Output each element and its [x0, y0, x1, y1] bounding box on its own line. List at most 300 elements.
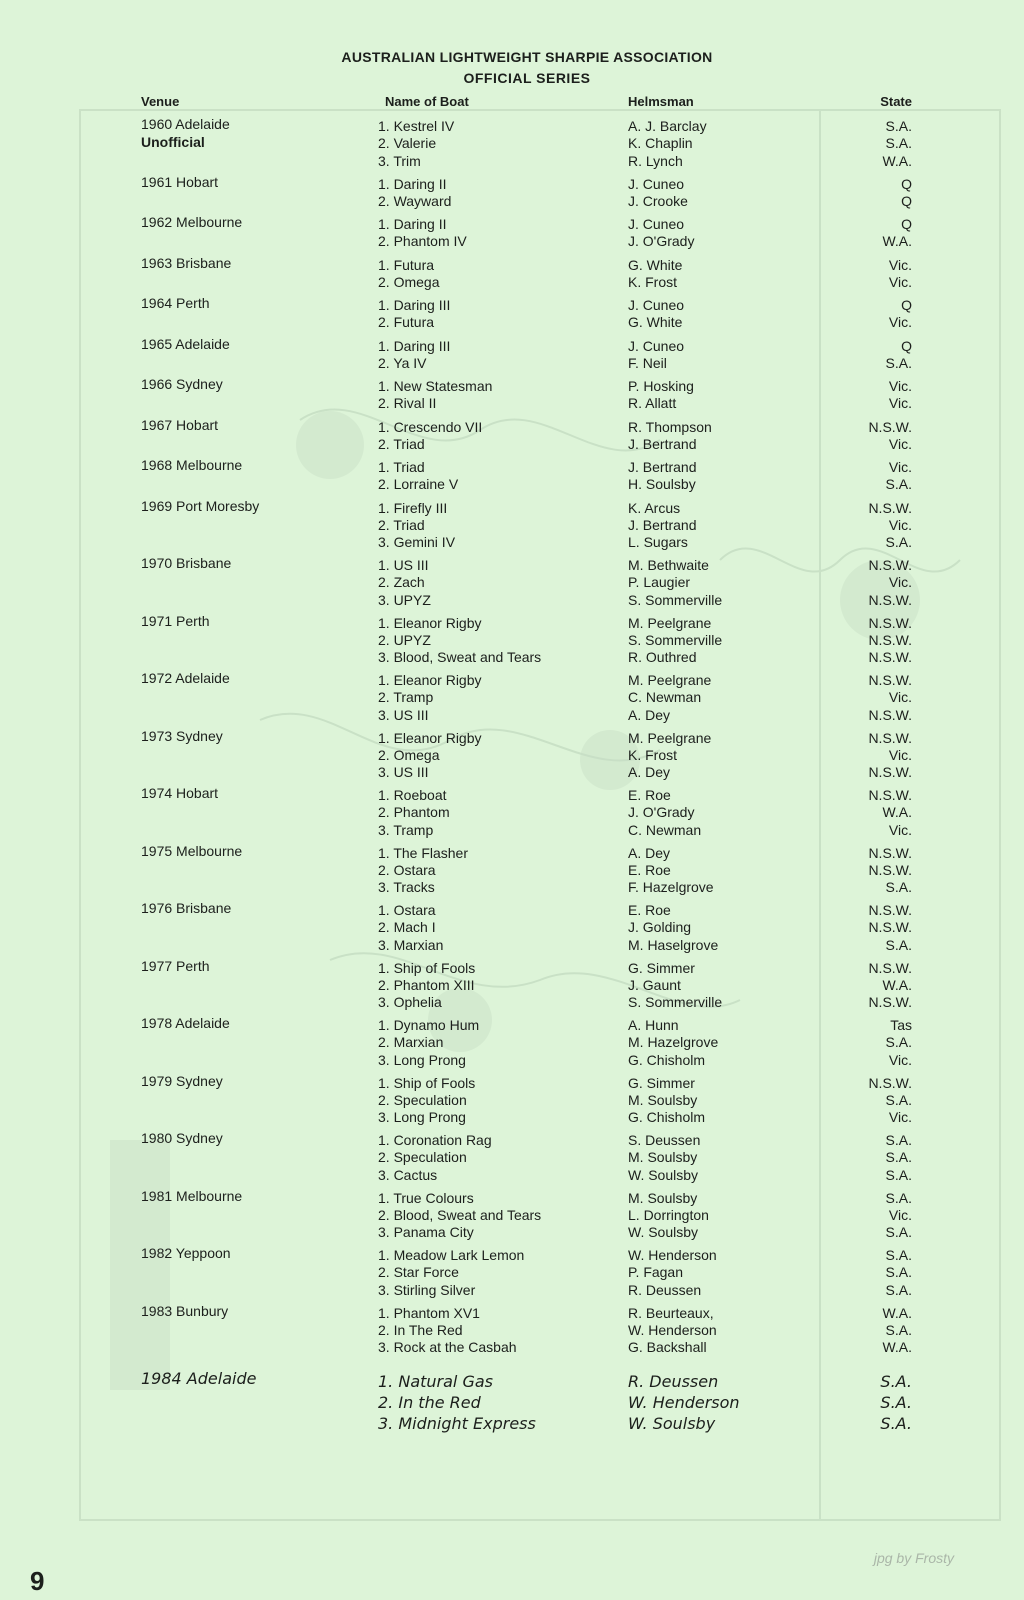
- boat-column: [378, 419, 482, 454]
- boat-column: [378, 615, 541, 667]
- venue-text: 1972 Adelaide: [141, 670, 230, 686]
- boat-column: [378, 845, 468, 897]
- boat-name: 3. UPYZ: [378, 591, 431, 608]
- state-code: S.A.: [885, 1224, 912, 1241]
- boat-column: [378, 378, 492, 413]
- helmsman-name: L. Sugars: [628, 534, 688, 551]
- state-code: Q: [901, 216, 912, 232]
- helmsman-name: A. Hunn: [628, 1017, 679, 1033]
- boat-name: 1. New Statesman: [378, 378, 493, 394]
- helmsman-name: W. Henderson: [628, 1247, 717, 1263]
- boat-name: 2. Blood, Sweat and Tears: [378, 1206, 542, 1223]
- document-subtitle: OFFICIAL SERIES: [463, 70, 591, 86]
- state-column: [886, 338, 912, 373]
- helmsman-name: J. Golding: [628, 919, 692, 936]
- boat-name: 1. Ship of Fools: [378, 959, 476, 976]
- helm-column: [628, 419, 712, 454]
- boat-name: 1. The Flasher: [378, 844, 469, 861]
- venue-text: 1964 Perth: [141, 295, 210, 311]
- boat-name: 2. Rival II: [378, 395, 437, 412]
- venue-cell: [141, 612, 210, 630]
- result-row: [0, 497, 1024, 555]
- result-row: [0, 335, 1024, 376]
- state-code: Vic.: [888, 1109, 912, 1126]
- helmsman-name: S. Sommerville: [628, 631, 723, 648]
- state-code: Vic.: [888, 395, 912, 412]
- venue-text: 1971 Perth: [141, 612, 210, 629]
- result-row: [0, 1187, 1024, 1245]
- state-column: [889, 378, 912, 413]
- state-code: Vic.: [888, 435, 912, 452]
- state-code: S.A.: [885, 1321, 912, 1338]
- boat-name: 1. Ship of Fools: [378, 1074, 476, 1091]
- boat-name: 1. Meadow Lark Lemon: [378, 1247, 525, 1263]
- helmsman-name: E. Roe: [628, 902, 671, 918]
- boat-column: [378, 216, 467, 251]
- helmsman-name: J. Bertrand: [628, 435, 697, 452]
- venue-text: 1965 Adelaide: [141, 335, 230, 352]
- helmsman-name: G. Simmer: [628, 1074, 695, 1091]
- helmsman-name: S. Deussen: [628, 1132, 701, 1148]
- boat-column: [378, 1305, 517, 1357]
- boat-name: 1. Daring III: [378, 337, 451, 354]
- state-code: S.A.: [885, 1264, 912, 1281]
- venue-text: 1982 Yeppoon: [141, 1245, 231, 1261]
- boat-name: 2. Triad: [378, 516, 425, 533]
- state-column: [868, 557, 912, 609]
- helm-column: [628, 615, 722, 667]
- boat-name: 3. Cactus: [378, 1166, 438, 1183]
- helm-column: [628, 257, 682, 292]
- state-column: [882, 216, 912, 251]
- state-column: [889, 297, 912, 332]
- venue-cell: [141, 1072, 223, 1090]
- helmsman-name: J. Gaunt: [628, 976, 681, 993]
- helmsman-name: P. Fagan: [628, 1264, 684, 1281]
- helmsman-name: R. Lynch: [628, 152, 683, 169]
- helm-column: [628, 1373, 740, 1436]
- venue-text: 1980 Sydney: [141, 1130, 223, 1146]
- state-column: [868, 787, 912, 839]
- state-code: S.A.: [885, 1166, 912, 1183]
- state-code: S.A.: [885, 1034, 912, 1051]
- boat-name: 1. Daring II: [378, 216, 447, 232]
- helm-column: [628, 1132, 700, 1184]
- result-row: [0, 456, 1024, 497]
- state-column: [886, 1132, 912, 1184]
- venue-text: 1967 Hobart: [141, 416, 219, 433]
- venue-text: 1978 Adelaide: [141, 1015, 230, 1031]
- boat-name: 2. Marxian: [378, 1034, 444, 1051]
- state-code: N.S.W.: [868, 499, 912, 516]
- helmsman-name: K. Chaplin: [628, 135, 693, 152]
- helm-column: [628, 902, 718, 954]
- venue-text: 1979 Sydney: [141, 1072, 223, 1089]
- venue-cell: [141, 294, 210, 312]
- boat-column: [378, 730, 482, 782]
- boat-name: 3. Ophelia: [378, 994, 442, 1011]
- helmsman-name: J. Cuneo: [628, 337, 685, 354]
- boat-name: 1. Futura: [378, 256, 435, 273]
- helm-column: [628, 1305, 717, 1357]
- boat-name: 1. Eleanor Rigby: [378, 672, 482, 688]
- venue-cell: [141, 1014, 230, 1032]
- boat-column: [378, 459, 458, 494]
- helm-column: [628, 297, 684, 332]
- boat-name: 3. Long Prong: [378, 1109, 466, 1126]
- result-row: [0, 173, 1024, 214]
- boat-name: 2. Omega: [378, 746, 440, 763]
- boat-column: [378, 557, 431, 609]
- helmsman-name: H. Soulsby: [628, 476, 696, 493]
- helm-column: [628, 672, 711, 724]
- state-column: [882, 1305, 912, 1357]
- helmsman-name: E. Roe: [628, 861, 671, 878]
- state-code: N.S.W.: [868, 764, 912, 781]
- header-helmsman: Helmsman: [628, 94, 694, 109]
- helmsman-name: P. Hosking: [628, 378, 694, 394]
- boat-name: 3. Panama City: [378, 1224, 474, 1241]
- state-code: N.S.W.: [868, 1074, 912, 1091]
- helmsman-name: C. Newman: [628, 821, 702, 838]
- state-code: N.S.W.: [868, 902, 912, 918]
- venue-cell: [141, 173, 218, 191]
- helm-column: [628, 960, 722, 1012]
- venue-text: 1968 Melbourne: [141, 457, 243, 473]
- helmsman-name: G. Chisholm: [628, 1051, 706, 1068]
- helm-column: [628, 845, 714, 897]
- state-code: W.A.: [882, 804, 912, 821]
- boat-name: 1. Firefly III: [378, 499, 448, 516]
- venue-text: 1961 Hobart: [141, 173, 219, 190]
- result-row: [0, 842, 1024, 900]
- state-code: N.S.W.: [868, 706, 912, 723]
- state-code: W.A.: [882, 152, 912, 169]
- boat-column: [378, 500, 455, 552]
- state-code: Vic.: [888, 314, 912, 331]
- state-code: Q: [901, 297, 912, 313]
- helmsman-name: K. Arcus: [628, 499, 681, 516]
- state-code: Q: [901, 175, 912, 192]
- venue-text: 1983 Bunbury: [141, 1302, 229, 1319]
- result-row: [0, 213, 1024, 254]
- boat-name: 2. Ya IV: [378, 354, 427, 371]
- venue-text: 1981 Melbourne: [141, 1187, 243, 1204]
- venue-cell: [141, 1244, 231, 1262]
- venue-text: 1962 Melbourne: [141, 214, 243, 230]
- state-code: N.S.W.: [868, 614, 912, 631]
- boat-name: 2. Zach: [378, 574, 425, 591]
- boat-name: 3. Tramp: [378, 821, 434, 838]
- helm-column: [628, 787, 701, 839]
- state-code: N.S.W.: [868, 959, 912, 976]
- boat-name: 2. Triad: [378, 435, 425, 452]
- document-title: AUSTRALIAN LIGHTWEIGHT SHARPIE ASSOCIATION: [341, 49, 713, 65]
- venue-text: 1984 Adelaide: [141, 1368, 257, 1388]
- helmsman-name: W. Soulsby: [628, 1166, 699, 1183]
- result-row: [0, 1302, 1024, 1370]
- state-code: Vic.: [888, 746, 912, 763]
- state-code: W.A.: [882, 1339, 912, 1356]
- boat-column: [378, 338, 450, 373]
- venue-cell: [141, 554, 231, 572]
- helmsman-name: J. Cuneo: [628, 216, 685, 232]
- helm-column: [628, 1075, 705, 1127]
- state-column: [868, 672, 912, 724]
- boat-name: 2. Futura: [378, 314, 435, 331]
- boat-column: [378, 672, 482, 724]
- helmsman-name: R. Deussen: [628, 1281, 702, 1298]
- helm-column: [628, 557, 722, 609]
- boat-column: [378, 1075, 475, 1127]
- state-code: N.S.W.: [868, 672, 912, 688]
- result-row: [0, 115, 1024, 173]
- helmsman-name: F. Hazelgrove: [628, 879, 714, 896]
- boat-name: 1. Ostara: [378, 902, 436, 918]
- boat-column: [378, 176, 451, 211]
- boat-name: 2. Omega: [378, 273, 440, 290]
- venue-cell: [141, 335, 230, 353]
- venue-text: 1960 Adelaide: [141, 116, 230, 132]
- helm-column: [628, 216, 694, 251]
- helm-column: [628, 730, 711, 782]
- boat-name: 2. In the Red: [378, 1392, 481, 1412]
- helmsman-name: K. Frost: [628, 746, 678, 763]
- boat-name: 1. Eleanor Rigby: [378, 614, 482, 631]
- helmsman-name: M. Peelgrane: [628, 614, 712, 631]
- boat-column: [378, 1017, 479, 1069]
- helm-column: [628, 1017, 718, 1069]
- helm-column: [628, 1247, 717, 1299]
- state-column: [868, 845, 912, 897]
- result-row: [0, 254, 1024, 295]
- boat-column: [378, 118, 454, 170]
- helmsman-name: R. Deussen: [628, 1371, 719, 1391]
- helmsman-name: A. Dey: [628, 764, 671, 781]
- boat-column: [378, 902, 443, 954]
- helmsman-name: R. Outhred: [628, 649, 697, 666]
- helmsman-name: F. Neil: [628, 354, 667, 371]
- boat-name: 2. Tramp: [378, 689, 434, 706]
- boat-name: 1. Dynamo Hum: [378, 1017, 480, 1033]
- result-row: [0, 554, 1024, 612]
- state-code: Vic.: [888, 574, 912, 591]
- state-code: N.S.W.: [868, 919, 912, 936]
- state-code: S.A.: [885, 1132, 912, 1148]
- helmsman-name: W. Soulsby: [628, 1413, 716, 1433]
- boat-name: 3. Marxian: [378, 936, 444, 953]
- helmsman-name: W. Henderson: [628, 1321, 717, 1338]
- boat-name: 3. Rock at the Casbah: [378, 1339, 517, 1356]
- boat-name: 2. Valerie: [378, 135, 437, 152]
- result-row: [0, 669, 1024, 727]
- boat-column: [378, 297, 450, 332]
- venue-text: 1969 Port Moresby: [141, 497, 260, 514]
- state-code: Vic.: [888, 821, 912, 838]
- boat-name: 3. Tracks: [378, 879, 435, 896]
- result-row: [0, 612, 1024, 670]
- helmsman-name: M. Haselgrove: [628, 936, 719, 953]
- result-row: [0, 375, 1024, 416]
- state-code: Vic.: [888, 516, 912, 533]
- boat-name: 1. Coronation Rag: [378, 1132, 492, 1148]
- state-code: N.S.W.: [868, 994, 912, 1011]
- result-row: [0, 1129, 1024, 1187]
- state-code: S.A.: [885, 1189, 912, 1206]
- boat-name: 2. Wayward: [378, 192, 452, 209]
- helmsman-name: G. Backshall: [628, 1339, 707, 1356]
- boat-name: 1. Kestrel IV: [378, 118, 455, 134]
- state-code: Vic.: [888, 689, 912, 706]
- state-code: N.S.W.: [868, 557, 912, 573]
- venue-cell: [141, 899, 231, 917]
- boat-name: 2. Lorraine V: [378, 476, 459, 493]
- helmsman-name: J. O'Grady: [628, 804, 695, 821]
- venue-cell: [141, 456, 242, 474]
- state-column: [886, 1247, 912, 1299]
- helm-column: [628, 459, 696, 494]
- boat-name: 2. Phantom XIII: [378, 976, 475, 993]
- venue-cell: [141, 842, 242, 860]
- boat-name: 1. Daring III: [378, 297, 451, 313]
- boat-column: [378, 1373, 536, 1436]
- helmsman-name: M. Bethwaite: [628, 557, 709, 573]
- helmsman-name: A. Dey: [628, 706, 671, 723]
- result-row: [0, 1014, 1024, 1072]
- state-column: [889, 257, 912, 292]
- helmsman-name: M. Hazelgrove: [628, 1034, 719, 1051]
- boat-name: 1. True Colours: [378, 1189, 474, 1206]
- helmsman-name: M. Soulsby: [628, 1189, 698, 1206]
- results-table: [0, 115, 1024, 1433]
- helmsman-name: A. J. Barclay: [628, 118, 707, 134]
- helmsman-name: M. Peelgrane: [628, 672, 712, 688]
- venue-cell: [141, 375, 223, 393]
- boat-name: 3. Blood, Sweat and Tears: [378, 649, 542, 666]
- helmsman-name: J. Bertrand: [628, 459, 697, 475]
- header-venue: Venue: [141, 94, 180, 109]
- venue-cell: [141, 784, 218, 802]
- state-column: [868, 419, 912, 454]
- state-code: Vic.: [888, 378, 912, 394]
- boat-name: 3. US III: [378, 706, 429, 723]
- state-column: [882, 118, 912, 170]
- helmsman-name: C. Newman: [628, 689, 702, 706]
- state-code: Vic.: [888, 1206, 912, 1223]
- boat-name: 3. US III: [378, 764, 429, 781]
- helmsman-name: M. Soulsby: [628, 1149, 698, 1166]
- helmsman-name: M. Peelgrane: [628, 729, 712, 746]
- state-code: S.A.: [885, 354, 912, 371]
- helmsman-name: J. Bertrand: [628, 516, 697, 533]
- boat-name: 2. Phantom IV: [378, 233, 467, 250]
- boat-name: 1. US III: [378, 557, 429, 573]
- helmsman-name: E. Roe: [628, 787, 671, 803]
- state-code: S.A.: [885, 1091, 912, 1108]
- boat-column: [378, 1132, 492, 1184]
- boat-column: [378, 1247, 524, 1299]
- boat-name: 1. Daring II: [378, 175, 447, 192]
- helm-column: [628, 118, 707, 170]
- helmsman-name: K. Frost: [628, 273, 678, 290]
- result-row: [0, 899, 1024, 957]
- header-boat: Name of Boat: [385, 94, 469, 109]
- state-code: S.A.: [885, 118, 912, 134]
- image-credit: jpg by Frosty: [873, 1550, 954, 1566]
- state-code: Vic.: [888, 1051, 912, 1068]
- venue-text: 1973 Sydney: [141, 727, 223, 744]
- boat-name: 3. Gemini IV: [378, 534, 456, 551]
- helmsman-name: L. Dorrington: [628, 1206, 709, 1223]
- state-code: N.S.W.: [868, 591, 912, 608]
- boat-name: 1. Phantom XV1: [378, 1304, 480, 1321]
- state-code: N.S.W.: [868, 631, 912, 648]
- helmsman-name: J. Crooke: [628, 192, 688, 209]
- state-code: W.A.: [882, 1304, 912, 1321]
- state-code: S.A.: [880, 1371, 912, 1391]
- state-code: S.A.: [885, 135, 912, 152]
- state-column: [868, 615, 912, 667]
- state-code: Q: [901, 192, 912, 209]
- venue-cell: [141, 497, 259, 515]
- boat-name: 1. Eleanor Rigby: [378, 729, 482, 746]
- state-code: Q: [901, 337, 912, 354]
- state-code: Vic.: [888, 459, 912, 475]
- helmsman-name: A. Dey: [628, 844, 671, 861]
- venue-text: 1975 Melbourne: [141, 842, 243, 859]
- boat-name: 2. Mach I: [378, 919, 436, 936]
- result-row: [0, 1072, 1024, 1130]
- helmsman-name: S. Sommerville: [628, 591, 723, 608]
- boat-column: [378, 960, 475, 1012]
- boat-name: 2. Speculation: [378, 1091, 467, 1108]
- helmsman-name: J. Cuneo: [628, 297, 685, 313]
- helmsman-name: G. White: [628, 256, 683, 273]
- boat-column: [378, 257, 439, 292]
- boat-name: 1. Crescendo VII: [378, 418, 483, 435]
- state-column: [886, 459, 912, 494]
- venue-text: 1966 Sydney: [141, 376, 223, 392]
- result-row: [0, 416, 1024, 457]
- helmsman-name: J. Cuneo: [628, 175, 685, 192]
- state-column: [868, 902, 912, 954]
- result-row: [0, 1368, 1024, 1433]
- boat-name: 2. In The Red: [378, 1321, 463, 1338]
- result-row: [0, 1244, 1024, 1302]
- venue-cell: [141, 254, 231, 272]
- state-code: S.A.: [885, 476, 912, 493]
- venue-cell: [141, 213, 242, 231]
- state-code: N.S.W.: [868, 787, 912, 803]
- helmsman-name: M. Soulsby: [628, 1091, 698, 1108]
- boat-name: 2. Speculation: [378, 1149, 467, 1166]
- state-code: Vic.: [888, 256, 912, 273]
- state-code: N.S.W.: [868, 649, 912, 666]
- venue-cell: [141, 727, 223, 745]
- helmsman-name: R. Thompson: [628, 418, 712, 435]
- state-code: S.A.: [880, 1392, 912, 1412]
- helmsman-name: G. White: [628, 314, 683, 331]
- venue-text: 1974 Hobart: [141, 785, 219, 801]
- state-code: S.A.: [885, 1247, 912, 1263]
- state-code: N.S.W.: [868, 418, 912, 435]
- helm-column: [628, 378, 694, 413]
- state-code: Vic.: [888, 273, 912, 290]
- state-code: N.S.W.: [868, 729, 912, 746]
- venue-note: Unofficial: [141, 134, 205, 150]
- boat-name: 3. Stirling Silver: [378, 1281, 476, 1298]
- helmsman-name: J. O'Grady: [628, 233, 695, 250]
